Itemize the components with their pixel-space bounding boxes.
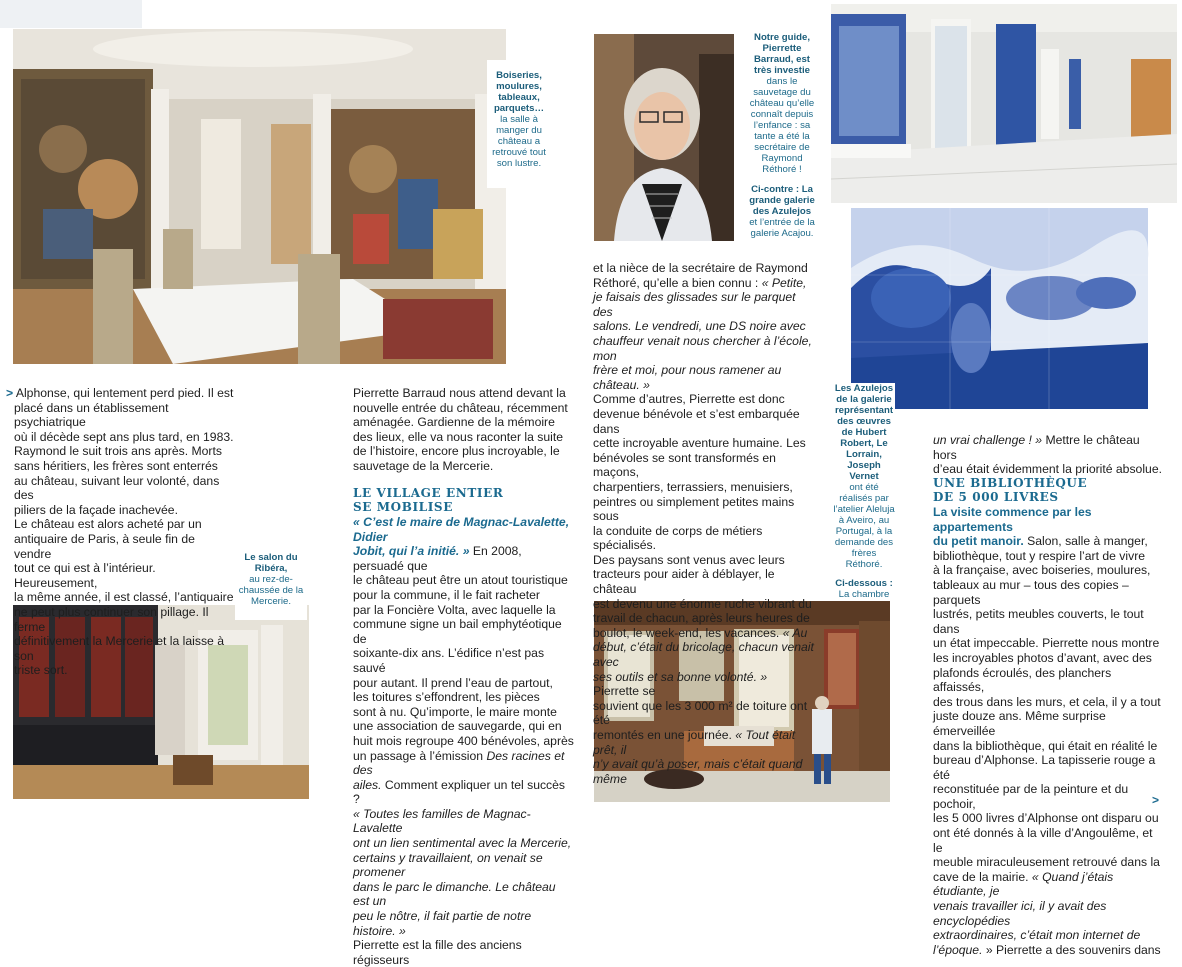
col4-line: les 5 000 livres d’Alphonse ont disparu ou [933,811,1159,826]
col2-intro-line: nouvelle entrée du château, récemment [353,400,568,415]
caption-gallery-bold: Ci-contre : La grande galerie des Azulejos [749,184,815,217]
col3-line: la conduite de corps de métiers spécialisés. [593,523,763,553]
caption-azulejos-text: ont été réalisés par l’atelier Aleluja à Aveiro, au Portugal, à la demande des frères Réthoré. [833,482,895,570]
col1-line: triste sort. [14,663,68,678]
col3-line: cette incroyable aventure humaine. Les [593,436,806,451]
col2-line: sont à nu. Qu’importe, le maire monte [353,704,557,719]
heading-line: UNE BIBLIOTHÈQUE [933,476,1088,490]
col4-line: juste douze ans. Même surprise émerveillée [933,709,1106,738]
col4-italic-line: extraordinaires, c’était mon internet de [933,928,1141,943]
col1-line: la même année, il est classé, l’antiquaire [14,590,234,605]
col3-line: est devenu une énorme ruche vibrant du [593,596,812,611]
lead-text: du petit manoir. [933,534,1024,549]
col1-line: où il décède sept ans plus tard, en 1983. [14,429,234,444]
col4-line: ont été donnés à la ville d’Angoulême, et le [933,826,1153,855]
caption-guide-bold: Notre guide, Pierrette Barraud, est très investie [754,32,810,76]
col1-line: sans héritiers, les frères sont enterrés [14,458,218,473]
col1-line: ne peut plus continuer son pillage. Il ferme [14,604,209,634]
col3-italic-line: n’y avait qu’à poser, mais c’était quand même [593,757,803,786]
col1-line: Alphonse, qui lentement perd pied. Il est [15,386,234,400]
col4-italic-line: venais travailler ici, il y avait des encyclopédies [933,899,1107,928]
col2-line: le château peut être un atout touristique [353,573,568,588]
portrait-photo [594,34,734,241]
col2-intro-line: sauvetage de la Mercerie. [353,458,494,473]
col2-italic-line: ont un lien sentimental avec la Mercerie, [353,836,572,851]
col4-line: meuble miraculeusement retrouvé dans la [933,855,1160,870]
col3-italic-line: salons. Le vendredi, une DS noire avec [593,319,806,334]
top-left-band [0,0,142,28]
heading-line: DE 5 000 LIVRES [933,490,1059,504]
col1-line: au château, suivant leur volonté, dans des [14,473,220,503]
col2-line: soixante-dix ans. L’édifice n’est pas sauvé [353,646,545,675]
mayor-quote: Jobit, qui l’a initié. » [353,544,470,559]
col1-line: Raymond le suit trois ans après. Morts [14,444,222,459]
section-heading-village [353,486,575,514]
col4-line: lustrés, petits meubles couverts, le tout dans [933,607,1144,636]
caption-dining [487,60,551,188]
col4-line: reconstituée par de la peinture et du pochoir, [933,782,1129,811]
column-4 [933,433,1163,477]
caption-guide-text: dans le sauvetage du château qu’elle connaît depuis l’enfance : sa tante a été la secrétaire de Raymond Réthoré ! [749,76,815,175]
column-3 [593,261,815,786]
tv-show-title: ailes. [353,777,382,792]
col3-text: Pierrette se [593,684,656,699]
column-2-body [353,515,575,967]
column-1 [6,386,234,678]
col4-line: les incroyables photos d’avant, avec des [933,650,1152,665]
col4-line: cave de la mairie. [933,869,1029,884]
col3-line: travail de chacun, après leurs heures de [593,611,810,626]
caption-azulejos-bold: Les Azulejos de la galerie représentant des œuvres de Hubert Robert, Le Lorrain, Joseph Vernet [834,383,894,482]
col3-line: et la nièce de la secrétaire de Raymond [593,261,808,275]
next-page-arrow-icon: > [1152,793,1160,807]
col1-line: Le château est alors acheté par un [14,517,202,532]
col2-line: Pierrette est la fille des anciens régisseurs [353,938,522,967]
col2-intro-line: aménagée. Gardienne de la mémoire [353,415,555,430]
col3-line: peintres ou simplement petites mains sous [593,494,795,524]
col4-italic: « Quand j’étais étudiante, je [933,869,1114,899]
col4-text: » Pierrette a des souvenirs dans [982,942,1161,957]
tv-show-title: Des racines et des [353,748,565,778]
col1-line: tout ce qui est à l’intérieur. Heureusement, [14,561,156,590]
col2-intro-line: Pierrette Barraud nous attend devant la [353,386,566,400]
col3-line: charpentiers, terrassiers, menuisiers, [593,479,793,494]
col2-italic-line: dans le parc le dimanche. Le château est un [353,879,556,909]
col2-line: commune signe un bail emphytéotique de [353,617,562,646]
caption-bedroom-text: La chambre [838,589,890,600]
col4-italic: un vrai challenge ! » [933,433,1043,447]
col1-line: antiquaire de Paris, à seule fin de vendre [14,531,195,561]
col2-line: un passage à l’émission [353,748,484,763]
col2-italic-line: peu le nôtre, il fait partie de notre histoire. » [353,909,532,938]
azulejos-photo [851,208,1148,409]
col3-text: remontés en une journée. [593,728,736,742]
caption-dining-text: la salle à manger du château a retrouvé tout son lustre. [492,114,546,169]
caption-azulejos [833,383,895,613]
col4-line: tableaux au mur – tous des copies – parquets [933,577,1129,607]
caption-gallery-text: et l’entrée de la galerie Acajou. [749,217,815,239]
col4-text: Salon, salle à manger, [1023,534,1148,549]
caption-salon [235,550,307,620]
caption-guide [744,32,820,244]
col3-line: Des paysans sont venus avec leurs [593,552,785,567]
col3-line: Comme d’autres, Pierrette est donc [593,392,785,407]
col2-italic-line: certains y travaillaient, on venait se promener [353,850,543,880]
col3-line: tracteurs pour aider à déblayer, le château [593,567,775,597]
col2-line: pour autant. Il prend l’eau de partout, [353,675,553,690]
column-2 [353,386,575,474]
col4-line: dans la bibliothèque, qui était en réalité le [933,738,1158,753]
lead-text: La visite commence par les appartements [933,505,1092,534]
col1-line: définitivement la Mercerie et la laisse à son [14,634,224,663]
col3-italic: « Petite, [761,275,807,290]
col3-italic-line: je faisais des glissades sur le parquet des [593,290,796,319]
col3-italic: « Au [779,625,808,640]
col2-intro-line: des lieux, elle va nous raconter la suite [353,429,564,444]
col3-line: souvient que les 3 000 m² de toiture ont été [593,698,808,728]
col4-text: Mettre le château hors [933,433,1140,462]
col2-text: En 2008, persuadé que [353,544,522,573]
col2-italic-line: « Toutes les familles de Magnac-Lavalette [353,806,531,836]
col2-line: les toitures s’effondrent, les pièces [353,690,540,705]
col3-italic-line: chauffeur venait nous chercher à l’école, mon [593,333,812,363]
column-4-body [933,505,1163,957]
col3-italic-line: frère et moi, pour nous ramener au château. » [593,363,782,392]
col3-italic: « Tout était prêt, il [593,728,796,757]
continue-arrow-icon: > [6,386,14,400]
col3-text: Réthoré, qu’elle a bien connu : [593,275,762,290]
col3-italic-line: début, c’était du bricolage, chacun venait avec [593,640,814,670]
col4-line: bibliothèque, tout y respire l’art de vivre [933,548,1146,563]
heading-line: SE MOBILISE [353,500,453,514]
heading-line: LE VILLAGE ENTIER [353,486,504,500]
col4-line: plafonds écroulés, des planchers affaissés, [933,665,1112,695]
caption-salon-text: au rez-de-chaussée de la Mercerie. [238,574,304,607]
col3-line: bénévoles se sont transformés en maçons, [593,450,776,480]
dining-room-photo [13,29,506,364]
col2-text: Comment expliquer un tel succès ? [353,777,566,807]
col2-line: une association de sauvegarde, qui en [353,719,562,734]
caption-bedroom-bold: Ci-dessous : [835,578,893,589]
col3-italic-line: ses outils et sa bonne volonté. » [593,669,768,684]
col3-line: boulot, le week-end, les vacances. [593,625,780,640]
col4-line: des trous dans les murs, et cela, il y a tout [933,694,1161,709]
col4-line: un état impeccable. Pierrette nous montre [933,636,1160,651]
col1-line: placé dans un établissement psychiatrique [14,400,169,430]
col2-line: pour la commune, il le fait racheter [353,587,540,602]
mayor-quote: « C’est le maire de Magnac-Lavalette, Didier [353,515,570,544]
gallery-hall-photo [831,4,1177,203]
section-heading-library [933,476,1163,504]
col2-line: par la Foncière Volta, avec laquelle la [353,602,556,617]
caption-salon-bold: Le salon du Ribéra, [244,552,298,574]
col1-line: piliers de la façade inachevée. [14,502,178,517]
col4-line: d’eau était évidemment la priorité absolue. [933,462,1162,477]
col4-line: bureau d’Alphonse. La tapisserie rouge a été [933,753,1156,782]
col4-italic: l’époque. [933,942,983,957]
col4-line: à la française, avec boiseries, moulures, [933,563,1151,578]
col2-intro-line: de l’histoire, encore plus incroyable, le [353,444,560,459]
caption-dining-bold: Boiseries, moulures, tableaux, parquets… [493,70,545,114]
col2-line: huit mois regroupe 400 bénévoles, après [353,733,574,748]
col3-line: devenue bénévole et s’est embarquée dans [593,406,800,436]
